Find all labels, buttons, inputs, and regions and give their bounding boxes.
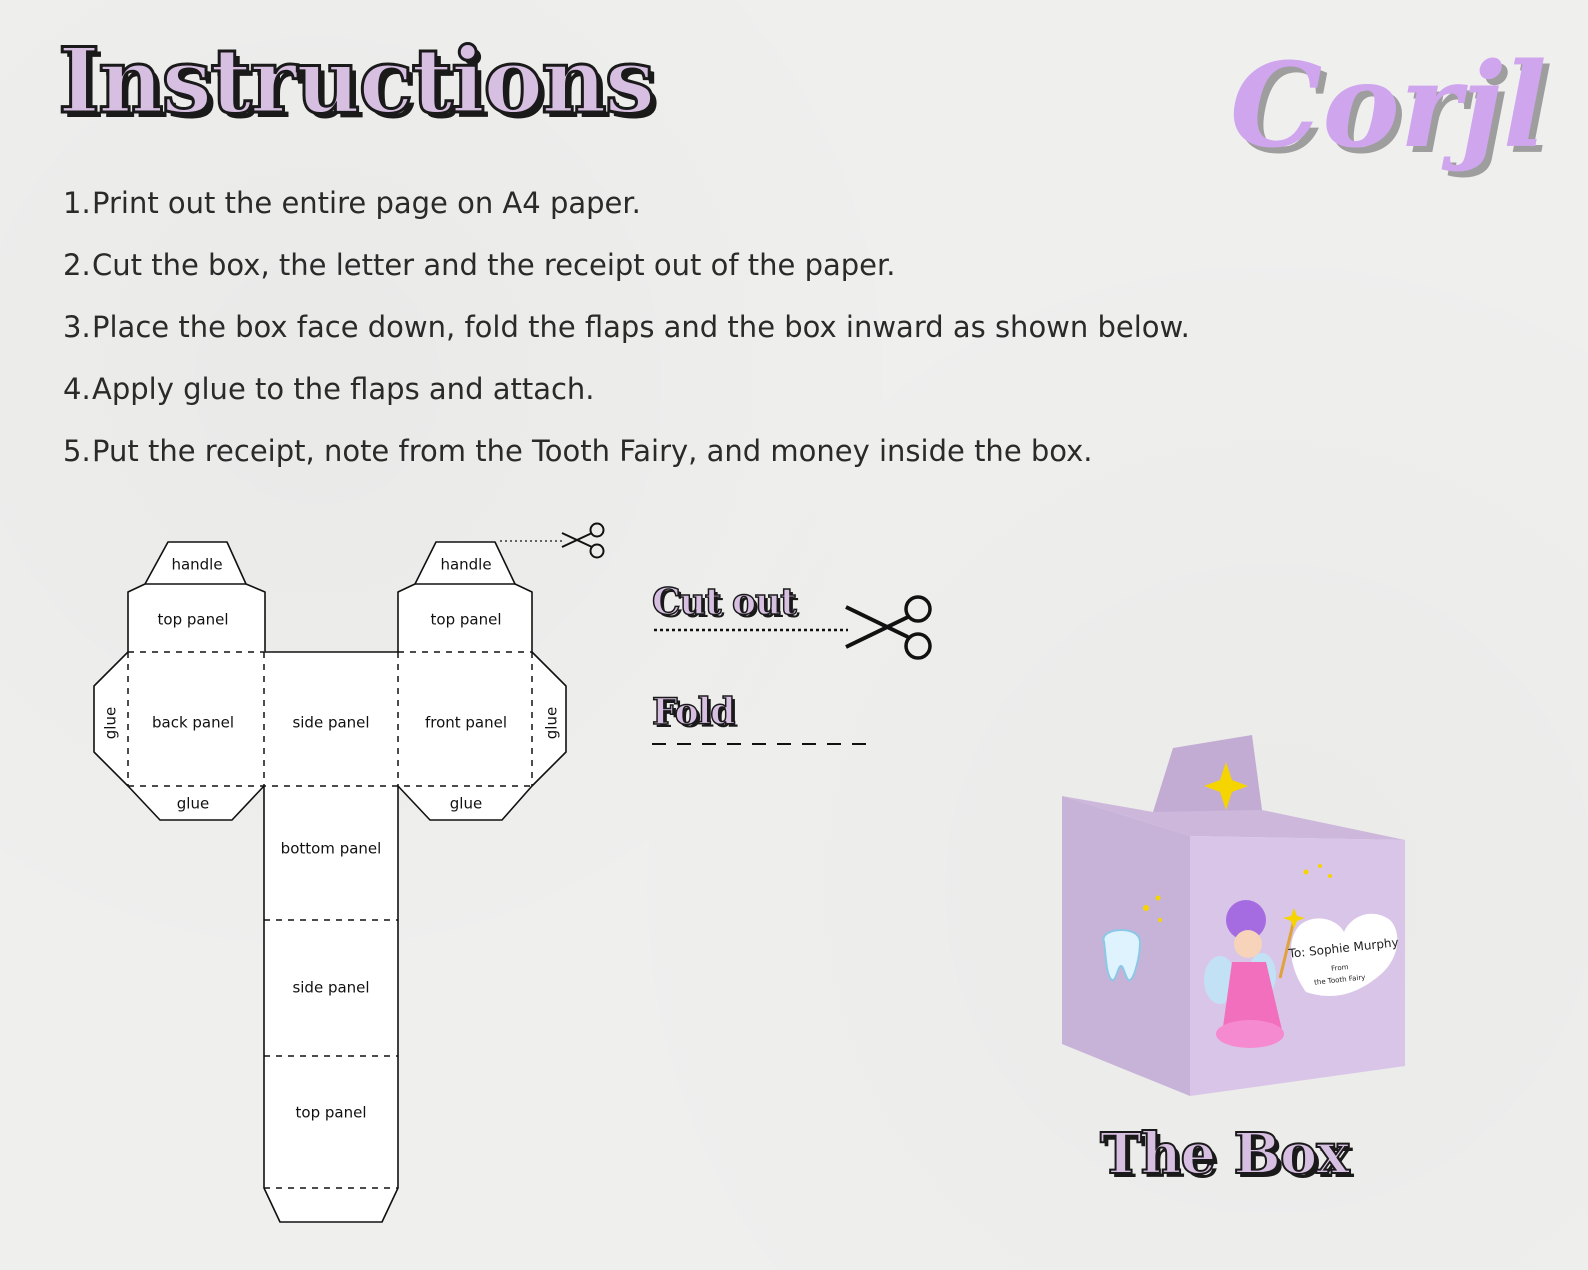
step-text: Print out the entire page on A4 paper. <box>92 186 641 220</box>
label-back-panel: back panel <box>151 713 235 732</box>
step-text: Apply glue to the flaps and attach. <box>92 372 595 406</box>
label-glue-right: glue <box>542 706 561 740</box>
scissors-icon <box>846 597 930 658</box>
label-side-panel-top: side panel <box>292 713 370 732</box>
label-glue-left: glue <box>101 706 120 740</box>
step-text: Put the receipt, note from the Tooth Fairy, and money inside the box. <box>92 434 1093 468</box>
box-label-fairy: the Tooth Fairy <box>1313 973 1366 987</box>
step-number: 2. <box>63 248 91 282</box>
step-text: Place the box face down, fold the flaps and the box inward as shown below. <box>92 310 1190 344</box>
label-top-panel-left: top panel <box>157 610 229 629</box>
brand-logo: Corjl <box>1230 38 1547 174</box>
box-illustration <box>1062 735 1405 1096</box>
step-number: 5. <box>63 434 91 468</box>
scissors-small-icon <box>562 524 604 558</box>
step-number: 3. <box>63 310 91 344</box>
step-number: 4. <box>63 372 91 406</box>
label-top-panel-right: top panel <box>430 610 502 629</box>
label-glue-bottom-right: glue <box>449 794 483 813</box>
box-handle <box>1153 735 1262 820</box>
step-text: Cut the box, the letter and the receipt out of the paper. <box>92 248 896 282</box>
box-label-to: To: Sophie Murphy <box>1287 935 1400 961</box>
step-number: 1. <box>63 186 91 220</box>
label-bottom-panel: bottom panel <box>280 839 382 858</box>
label-top-panel-bottom: top panel <box>295 1103 367 1122</box>
label-side-panel-middle: side panel <box>292 978 370 997</box>
box-label-from: From <box>1330 963 1349 973</box>
box-caption: The Box <box>1100 1121 1349 1187</box>
page-title: Instructions <box>58 28 654 134</box>
label-handle-left: handle <box>171 555 223 574</box>
label-handle-right: handle <box>440 555 492 574</box>
cut-out-legend-title: Cut out <box>652 581 796 623</box>
label-glue-bottom-left: glue <box>176 794 210 813</box>
fold-legend-title: Fold <box>652 691 735 733</box>
label-front-panel: front panel <box>424 713 508 732</box>
